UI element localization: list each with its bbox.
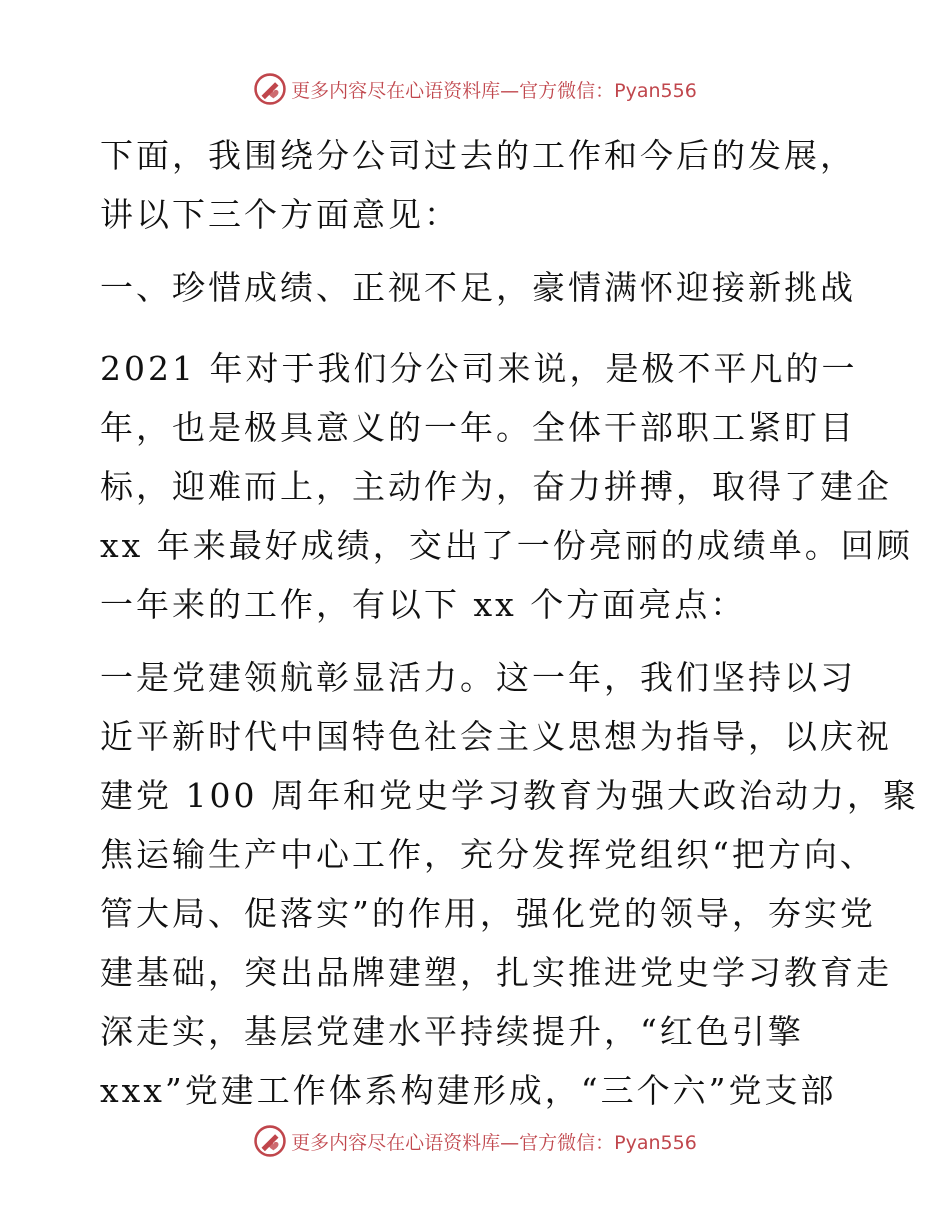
text-line: 近平新时代中国特色社会主义思想为指导，以庆祝	[100, 717, 892, 756]
intro-paragraph	[100, 126, 860, 244]
text-line: 一是党建领航彰显活力。这一年，我们坚持以习	[100, 658, 856, 697]
footer-watermark	[0, 1124, 950, 1158]
pen-heart-logo-icon	[253, 1124, 287, 1158]
text-line: 讲以下三个方面意见：	[100, 195, 460, 234]
header-watermark	[0, 72, 950, 106]
text-line: 2021 年对于我们分公司来说，是极不平凡的一	[100, 349, 858, 388]
text-line: 年，也是极具意义的一年。全体干部职工紧盯目	[100, 408, 856, 447]
text-line: 深走实，基层党建水平持续提升，“红色引擎	[100, 1012, 804, 1051]
text-line: 标，迎难而上，主动作为，奋力拼搏，取得了建企	[100, 467, 892, 506]
text-line: xx 年来最好成绩，交出了一份亮丽的成绩单。回顾	[100, 526, 913, 565]
watermark-contact: 官方微信：Pyan556	[519, 79, 697, 102]
text-line: 一、珍惜成绩、正视不足，豪情满怀迎接新挑战	[100, 268, 856, 307]
text-line: 建党 100 周年和党史学习教育为强大政治动力，聚	[100, 776, 919, 815]
watermark-text: 更多内容尽在心语资料库—	[291, 79, 520, 102]
watermark-contact: 官方微信：Pyan556	[519, 1131, 697, 1154]
pen-heart-logo-icon	[253, 72, 287, 106]
section-heading	[100, 258, 860, 317]
text-line: xxx”党建工作体系构建形成，“三个六”党支部	[100, 1071, 837, 1110]
text-line: 建基础，突出品牌建塑，扎实推进党史学习教育走	[100, 953, 892, 992]
text-line: 下面，我围绕分公司过去的工作和今后的发展，	[100, 136, 856, 175]
text-line: 管大局、促落实”的作用，强化党的领导，夯实党	[100, 894, 876, 933]
text-line: 焦运输生产中心工作，充分发挥党组织“把方向、	[100, 835, 876, 874]
paragraph-party-building	[100, 648, 919, 1120]
document-body	[100, 126, 919, 1134]
paragraph-achievements	[100, 339, 913, 634]
watermark-text: 更多内容尽在心语资料库—	[291, 1131, 520, 1154]
text-line: 一年来的工作，有以下 xx 个方面亮点：	[100, 585, 747, 624]
